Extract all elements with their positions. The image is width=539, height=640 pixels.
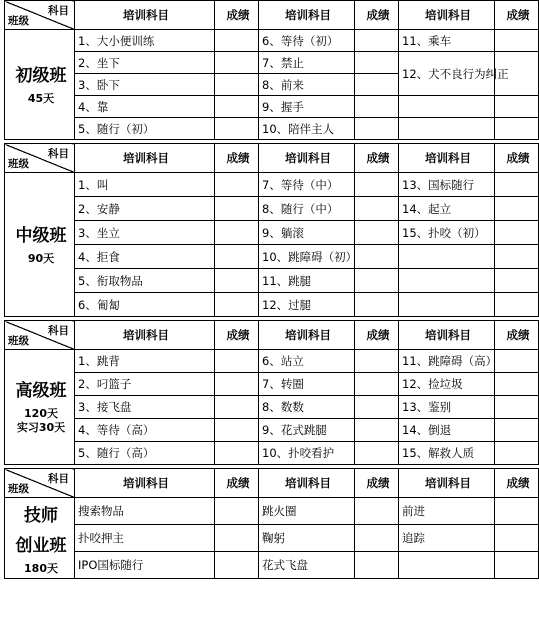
header-score: 成绩 bbox=[355, 144, 399, 173]
class-level-name: 高级班 bbox=[15, 381, 67, 401]
class-level-cell bbox=[5, 498, 75, 579]
subject-cell: 10、陪伴主人 bbox=[259, 118, 355, 140]
header-corner bbox=[5, 144, 75, 173]
subject-cell: 9、握手 bbox=[259, 96, 355, 118]
subject-cell: 8、随行（中） bbox=[259, 197, 355, 221]
class-duration: 180天 bbox=[24, 562, 58, 575]
score-cell bbox=[215, 419, 259, 442]
score-cell bbox=[495, 552, 539, 579]
header-row bbox=[5, 469, 539, 498]
subject-cell: 8、前来 bbox=[259, 74, 355, 96]
subject-cell: 9、花式跳腿 bbox=[259, 419, 355, 442]
subject-cell: 5、随行（初） bbox=[75, 118, 215, 140]
subject-cell: 前进 bbox=[399, 498, 495, 525]
subject-cell: 鞠躬 bbox=[259, 525, 355, 552]
score-cell bbox=[215, 118, 259, 140]
header-subject: 培训科目 bbox=[75, 144, 215, 173]
subject-cell: 4、拒食 bbox=[75, 245, 215, 269]
score-cell bbox=[495, 396, 539, 419]
subject-cell: 7、等待（中） bbox=[259, 173, 355, 197]
header-row bbox=[5, 1, 539, 30]
header-subject: 培训科目 bbox=[399, 469, 495, 498]
class-level-name-line2: 创业班 bbox=[15, 536, 67, 556]
subject-cell bbox=[399, 118, 495, 140]
score-cell bbox=[215, 269, 259, 293]
header-score: 成绩 bbox=[355, 1, 399, 30]
score-cell bbox=[355, 96, 399, 118]
subject-cell: 11、乘车 bbox=[399, 30, 495, 52]
score-cell bbox=[495, 245, 539, 269]
subject-cell: 3、坐立 bbox=[75, 221, 215, 245]
score-cell bbox=[215, 350, 259, 373]
subject-cell: 搜索物品 bbox=[75, 498, 215, 525]
score-cell bbox=[215, 173, 259, 197]
header-subject: 培训科目 bbox=[399, 1, 495, 30]
header-score: 成绩 bbox=[215, 144, 259, 173]
subject-cell: 2、叼篮子 bbox=[75, 373, 215, 396]
score-cell bbox=[215, 52, 259, 74]
score-cell bbox=[355, 525, 399, 552]
score-cell bbox=[355, 442, 399, 465]
score-cell bbox=[355, 293, 399, 317]
class-level-cell bbox=[5, 30, 75, 140]
subject-cell: 4、等待（高） bbox=[75, 419, 215, 442]
subject-cell: 5、随行（高） bbox=[75, 442, 215, 465]
section-beginner bbox=[4, 0, 539, 140]
header-score: 成绩 bbox=[495, 321, 539, 350]
subject-cell: 1、跳背 bbox=[75, 350, 215, 373]
score-cell bbox=[215, 396, 259, 419]
header-row bbox=[5, 321, 539, 350]
subject-cell: 3、卧下 bbox=[75, 74, 215, 96]
score-cell bbox=[215, 245, 259, 269]
header-score: 成绩 bbox=[355, 321, 399, 350]
corner-class-label: 班级 bbox=[8, 483, 29, 495]
corner-subject-label: 科目 bbox=[48, 148, 69, 160]
class-level-name-line1: 技师 bbox=[24, 506, 58, 526]
header-subject: 培训科目 bbox=[259, 1, 355, 30]
score-cell bbox=[355, 221, 399, 245]
score-cell bbox=[495, 173, 539, 197]
subject-cell bbox=[399, 96, 495, 118]
section-intermediate bbox=[4, 143, 539, 317]
score-cell bbox=[215, 197, 259, 221]
subject-cell: 9、躺滚 bbox=[259, 221, 355, 245]
score-cell bbox=[495, 293, 539, 317]
score-cell bbox=[495, 350, 539, 373]
subject-cell: IPO国标随行 bbox=[75, 552, 215, 579]
subject-cell: 15、解救人质 bbox=[399, 442, 495, 465]
score-cell bbox=[355, 350, 399, 373]
header-score: 成绩 bbox=[495, 469, 539, 498]
subject-cell: 1、大小便训练 bbox=[75, 30, 215, 52]
score-cell bbox=[495, 498, 539, 525]
subject-cell: 6、等待（初） bbox=[259, 30, 355, 52]
score-cell bbox=[355, 245, 399, 269]
subject-cell: 2、安静 bbox=[75, 197, 215, 221]
subject-cell: 10、跳障碍（初） bbox=[259, 245, 355, 269]
score-cell bbox=[215, 525, 259, 552]
subject-cell: 追踪 bbox=[399, 525, 495, 552]
corner-class-label: 班级 bbox=[8, 158, 29, 170]
subject-cell: 12、犬不良行为纠正 bbox=[399, 52, 495, 96]
subject-cell: 11、跳障碍（高） bbox=[399, 350, 495, 373]
header-corner bbox=[5, 321, 75, 350]
corner-class-label: 班级 bbox=[8, 15, 29, 27]
score-cell bbox=[355, 396, 399, 419]
header-corner bbox=[5, 469, 75, 498]
header-score: 成绩 bbox=[495, 1, 539, 30]
subject-cell: 扑咬押主 bbox=[75, 525, 215, 552]
subject-cell: 11、跳腿 bbox=[259, 269, 355, 293]
score-cell bbox=[215, 96, 259, 118]
subject-cell: 4、靠 bbox=[75, 96, 215, 118]
subject-cell: 10、扑咬看护 bbox=[259, 442, 355, 465]
subject-cell: 6、站立 bbox=[259, 350, 355, 373]
score-cell bbox=[215, 442, 259, 465]
corner-subject-label: 科目 bbox=[48, 325, 69, 337]
header-subject: 培训科目 bbox=[399, 144, 495, 173]
header-score: 成绩 bbox=[215, 321, 259, 350]
score-cell bbox=[495, 269, 539, 293]
class-level-cell bbox=[5, 350, 75, 465]
score-cell bbox=[355, 373, 399, 396]
header-score: 成绩 bbox=[495, 144, 539, 173]
score-cell bbox=[215, 373, 259, 396]
score-cell bbox=[355, 552, 399, 579]
subject-cell bbox=[399, 245, 495, 269]
score-cell bbox=[495, 442, 539, 465]
header-row bbox=[5, 144, 539, 173]
score-cell bbox=[495, 30, 539, 52]
header-score: 成绩 bbox=[355, 469, 399, 498]
header-corner bbox=[5, 1, 75, 30]
score-cell bbox=[215, 74, 259, 96]
score-cell bbox=[215, 552, 259, 579]
subject-cell: 7、禁止 bbox=[259, 52, 355, 74]
score-cell bbox=[355, 498, 399, 525]
subject-cell: 12、过腿 bbox=[259, 293, 355, 317]
subject-cell: 1、叫 bbox=[75, 173, 215, 197]
header-score: 成绩 bbox=[215, 469, 259, 498]
header-subject: 培训科目 bbox=[75, 321, 215, 350]
header-subject: 培训科目 bbox=[259, 144, 355, 173]
class-level-name: 中级班 bbox=[15, 225, 67, 246]
subject-cell: 2、坐下 bbox=[75, 52, 215, 74]
class-duration: 120天 bbox=[24, 407, 58, 420]
corner-subject-label: 科目 bbox=[48, 473, 69, 485]
corner-subject-label: 科目 bbox=[48, 5, 69, 17]
score-cell bbox=[355, 118, 399, 140]
section-technician bbox=[4, 468, 539, 579]
header-subject: 培训科目 bbox=[75, 469, 215, 498]
score-cell bbox=[355, 269, 399, 293]
subject-cell: 8、数数 bbox=[259, 396, 355, 419]
subject-cell: 13、国标随行 bbox=[399, 173, 495, 197]
subject-cell: 跳火圈 bbox=[259, 498, 355, 525]
score-cell bbox=[355, 419, 399, 442]
score-cell bbox=[495, 221, 539, 245]
class-internship: 实习30天 bbox=[16, 421, 66, 434]
score-cell bbox=[355, 30, 399, 52]
subject-cell: 14、倒退 bbox=[399, 419, 495, 442]
score-cell bbox=[495, 197, 539, 221]
header-score: 成绩 bbox=[215, 1, 259, 30]
subject-cell: 花式飞盘 bbox=[259, 552, 355, 579]
subject-cell bbox=[399, 552, 495, 579]
subject-cell: 6、匍匐 bbox=[75, 293, 215, 317]
score-cell bbox=[355, 197, 399, 221]
subject-cell: 15、扑咬（初） bbox=[399, 221, 495, 245]
subject-cell: 7、转圈 bbox=[259, 373, 355, 396]
training-course-sheet bbox=[4, 0, 530, 640]
subject-cell: 5、衔取物品 bbox=[75, 269, 215, 293]
class-level-name: 初级班 bbox=[15, 65, 67, 86]
class-level-cell bbox=[5, 173, 75, 317]
score-cell bbox=[355, 52, 399, 74]
subject-cell: 12、捡垃圾 bbox=[399, 373, 495, 396]
score-cell bbox=[355, 74, 399, 96]
score-cell bbox=[215, 221, 259, 245]
score-cell bbox=[495, 96, 539, 118]
class-duration: 45天 bbox=[27, 91, 55, 105]
subject-cell: 14、起立 bbox=[399, 197, 495, 221]
class-duration: 90天 bbox=[27, 251, 55, 265]
score-cell bbox=[495, 118, 539, 140]
subject-cell: 13、鉴别 bbox=[399, 396, 495, 419]
header-subject: 培训科目 bbox=[259, 321, 355, 350]
header-subject: 培训科目 bbox=[259, 469, 355, 498]
corner-class-label: 班级 bbox=[8, 335, 29, 347]
score-cell bbox=[495, 373, 539, 396]
section-advanced bbox=[4, 320, 539, 465]
score-cell bbox=[355, 173, 399, 197]
header-subject: 培训科目 bbox=[399, 321, 495, 350]
subject-cell: 3、接飞盘 bbox=[75, 396, 215, 419]
score-cell bbox=[495, 419, 539, 442]
header-subject: 培训科目 bbox=[75, 1, 215, 30]
score-cell bbox=[215, 498, 259, 525]
score-cell bbox=[215, 30, 259, 52]
score-cell bbox=[495, 525, 539, 552]
subject-cell bbox=[399, 269, 495, 293]
subject-cell bbox=[399, 293, 495, 317]
score-cell bbox=[215, 293, 259, 317]
